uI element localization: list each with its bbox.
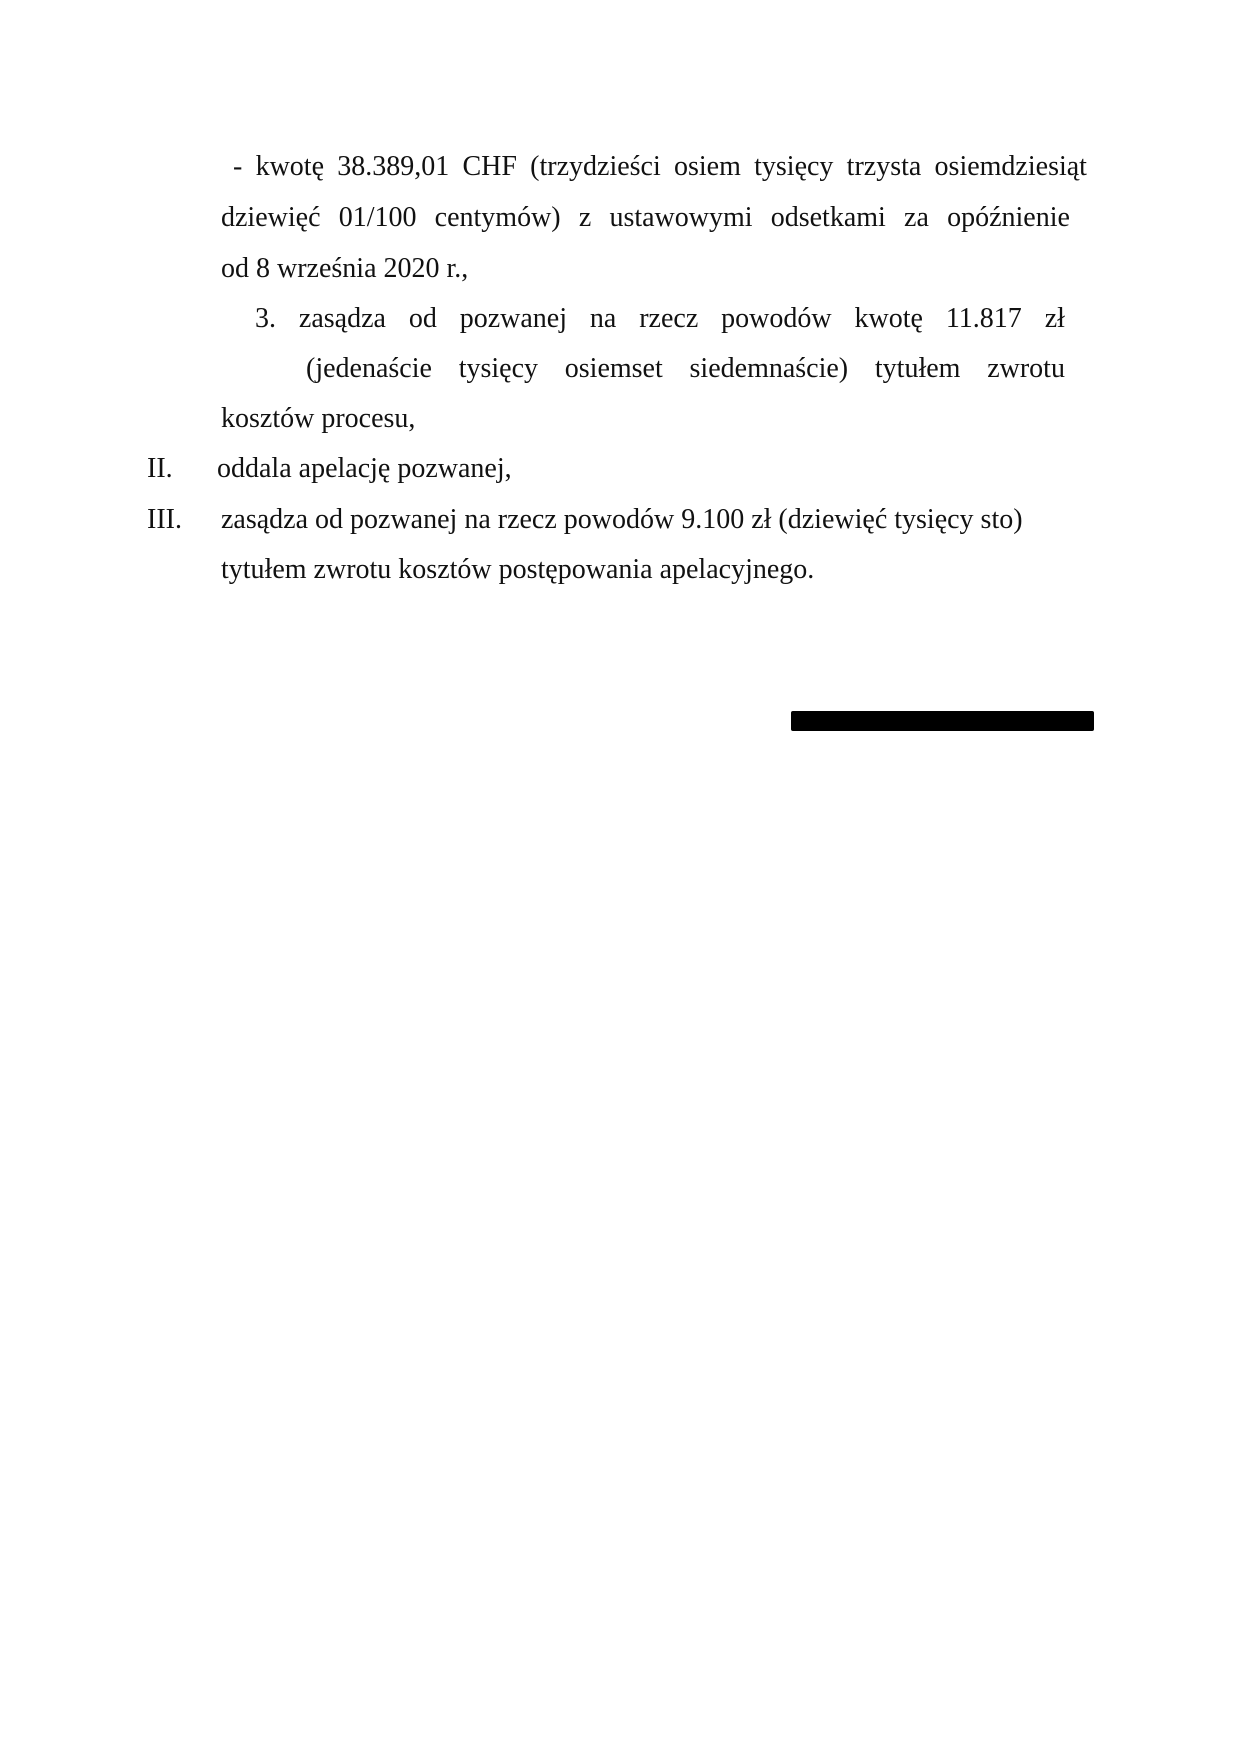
point-3-line-1-part-10: zł [1044,303,1065,334]
point-3-line-1-part-2: zasądza [298,303,386,334]
point-3-line-2-part-4: siedemnaście) [689,353,849,384]
chf-line-1-part-6: osiem [674,151,741,182]
chf-line-2 [221,201,1070,235]
chf-line-1-part-3: 38.389,01 [337,151,450,182]
roman-ii-numeral: II. [147,453,173,484]
point-3-line-1-part-9: 11.817 [945,303,1022,334]
chf-line-1-part-5: (trzydzieści [530,151,661,182]
chf-line-2-part-2: 01/100 [338,202,417,233]
redacted-signature [791,711,1094,733]
chf-line-1-part-4: CHF [462,151,517,182]
point-3-line-1-part-1: 3. [255,303,276,334]
chf-line-2-part-6: odsetkami [770,202,886,233]
chf-line-1-part-7: tysięcy [754,151,834,182]
chf-line-2-part-5: ustawowymi [609,202,753,233]
chf-line-1-part-8: trzysta [846,151,922,182]
point-3-line-1 [255,302,1065,336]
chf-line-2-part-3: centymów) [434,202,561,233]
point-3-line-1-part-5: na [589,303,617,334]
point-3-line-2-part-3: osiemset [564,353,663,384]
chf-line-1-part-2: kwotę [255,151,324,182]
roman-iii-numeral: III. [147,504,182,535]
point-3-line-2-part-1: (jedenaście [306,353,432,384]
point-3-line-2-part-2: tysięcy [458,353,538,384]
point-3-line-3: kosztów procesu, [221,403,416,434]
chf-line-1-part-9: osiemdziesiąt [934,151,1087,182]
chf-line-2-part-7: za [904,202,929,233]
chf-line-3: od 8 września 2020 r., [221,253,469,284]
point-3-line-2-part-5: tytułem [874,353,961,384]
point-3-line-2-part-6: zwrotu [987,353,1065,384]
roman-iii-line-2: tytułem zwrotu kosztów postępowania apelacyjnego. [221,554,815,585]
roman-ii-line-1: oddala apelację pozwanej, [217,453,512,484]
chf-line-2-part-4: z [578,202,592,233]
point-3-line-2 [306,352,1065,386]
chf-line-2-part-1: dziewięć [221,202,321,233]
chf-line-1-part-1: - [233,151,243,182]
point-3-line-1-part-4: pozwanej [459,303,568,334]
roman-iii-line-1: zasądza od pozwanej na rzecz powodów 9.100 zł (dziewięć tysięcy sto) [221,504,1023,535]
redaction-bar [791,711,1094,731]
chf-line-1 [233,150,1087,184]
point-3-line-1-part-3: od [408,303,437,334]
point-3-line-1-part-8: kwotę [854,303,923,334]
chf-line-2-part-8: opóźnienie [947,202,1070,233]
point-3-line-1-part-6: rzecz [639,303,699,334]
point-3-line-1-part-7: powodów [721,303,832,334]
